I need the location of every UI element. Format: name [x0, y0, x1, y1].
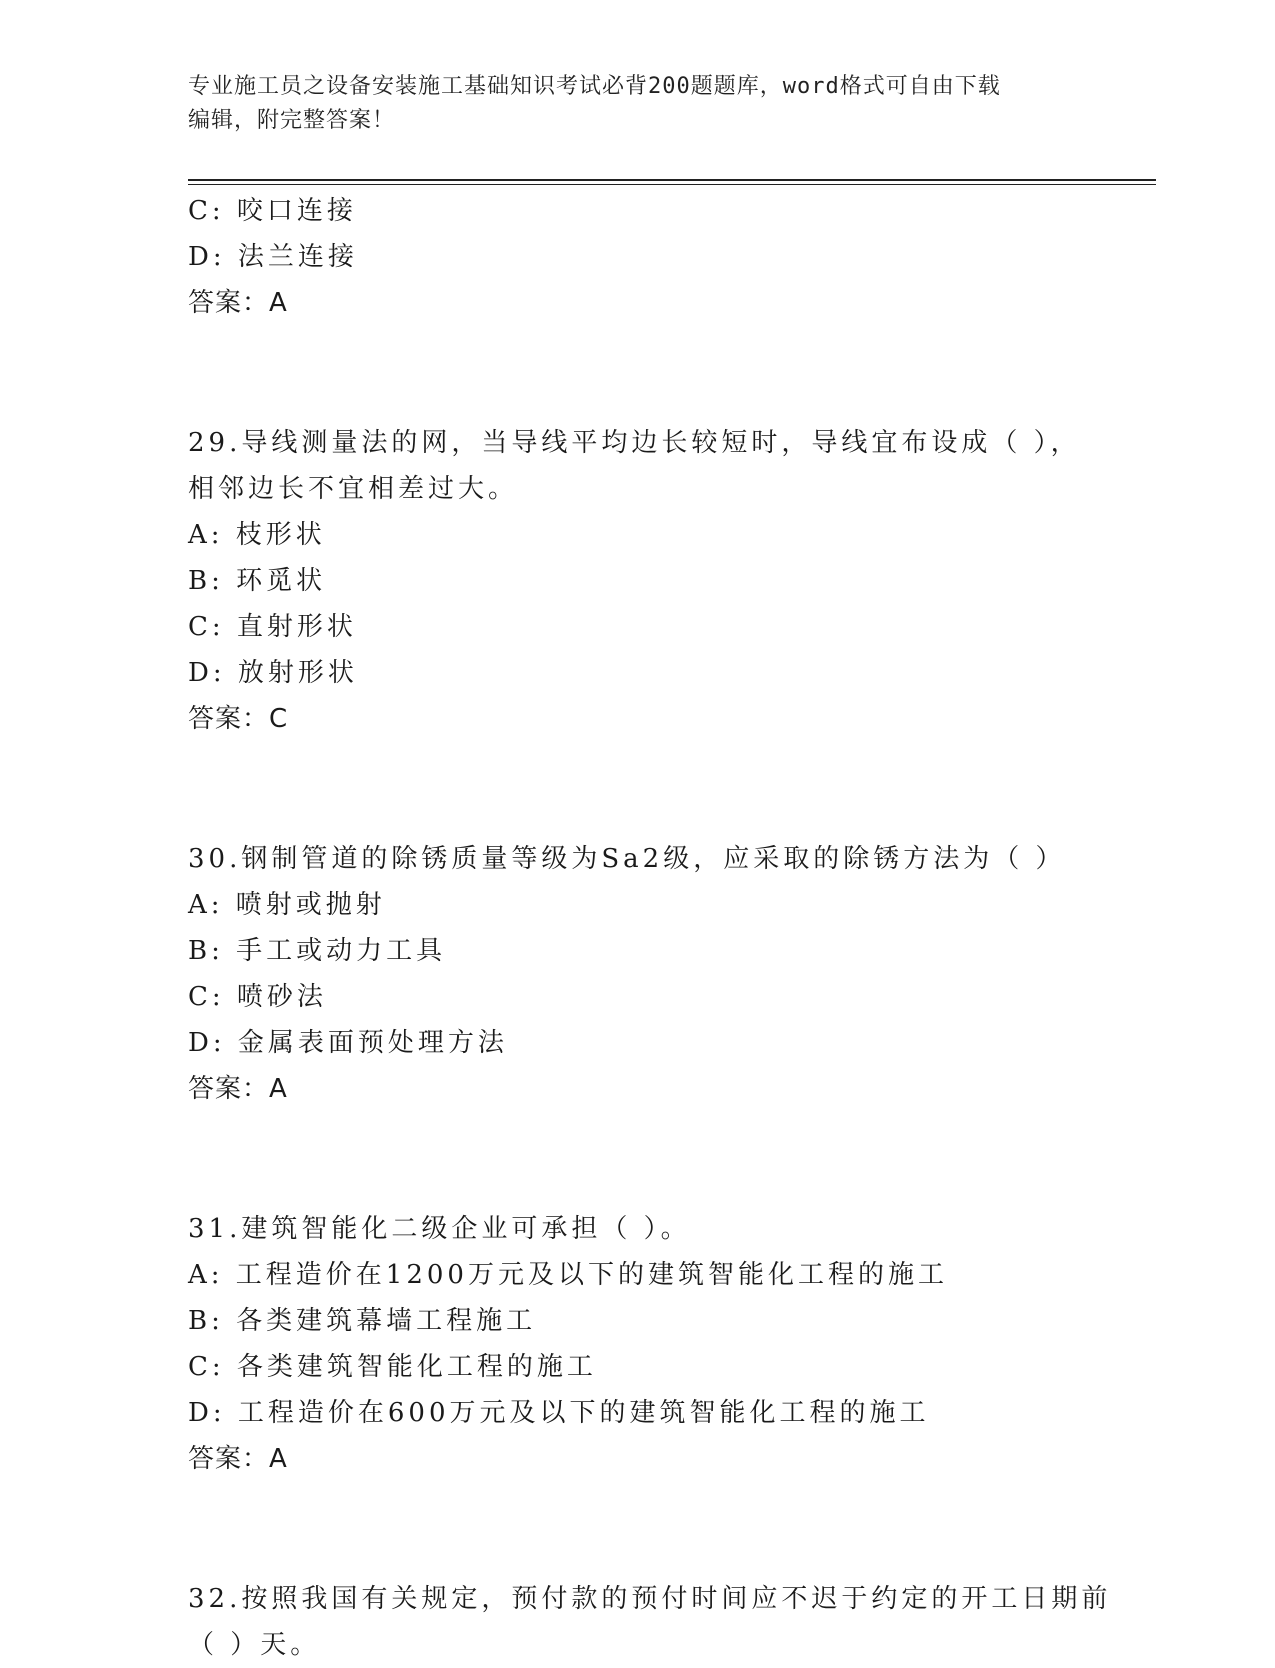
option-a: A: 枝形状 — [188, 520, 326, 550]
header-divider-thin — [188, 184, 1156, 185]
option-b: B: 各类建筑幕墙工程施工 — [188, 1306, 537, 1336]
page-header — [188, 70, 1088, 138]
question-stem-continued: 相邻边长不宜相差过大。 — [188, 474, 519, 504]
answer: 答案：C — [188, 704, 289, 734]
option-c: C: 咬口连接 — [188, 196, 357, 226]
option-c: C: 各类建筑智能化工程的施工 — [188, 1352, 597, 1382]
answer: 答案：A — [188, 1074, 288, 1104]
question-31 — [188, 1206, 1088, 1482]
header-title-line-1: 专业施工员之设备安装施工基础知识考试必背200题题库，word格式可自由下载 — [188, 74, 1001, 99]
option-c: C: 直射形状 — [188, 612, 357, 642]
question-32 — [188, 1576, 1112, 1668]
question-stem: 29.导线测量法的网，当导线平均边长较短时，导线宜布设成（ ）， — [188, 428, 1081, 458]
header-title-line-2: 编辑，附完整答案！ — [188, 108, 396, 133]
option-c: C: 喷砂法 — [188, 982, 327, 1012]
option-a: A: 喷射或抛射 — [188, 890, 386, 920]
option-b: B: 环觅状 — [188, 566, 327, 596]
question-30 — [188, 836, 1088, 1112]
question-stem: 32.按照我国有关规定，预付款的预付时间应不迟于约定的开工日期前 — [188, 1584, 1112, 1614]
option-d: D: 金属表面预处理方法 — [188, 1028, 508, 1058]
option-a: A: 工程造价在1200万元及以下的建筑智能化工程的施工 — [188, 1260, 948, 1290]
option-d: D: 法兰连接 — [188, 242, 358, 272]
question-29 — [188, 420, 1088, 742]
question-28-tail — [188, 188, 1088, 326]
header-divider — [188, 179, 1156, 181]
option-b: B: 手工或动力工具 — [188, 936, 447, 966]
question-stem-continued: （ ）天。 — [188, 1630, 321, 1660]
question-stem: 30.钢制管道的除锈质量等级为Sa2级，应采取的除锈方法为（ ） — [188, 844, 1066, 874]
option-d: D: 工程造价在600万元及以下的建筑智能化工程的施工 — [188, 1398, 930, 1428]
answer: 答案：A — [188, 1444, 288, 1474]
question-list — [188, 188, 1112, 1668]
option-d: D: 放射形状 — [188, 658, 358, 688]
question-stem: 31.建筑智能化二级企业可承担（ ）。 — [188, 1214, 691, 1244]
answer: 答案：A — [188, 288, 288, 318]
